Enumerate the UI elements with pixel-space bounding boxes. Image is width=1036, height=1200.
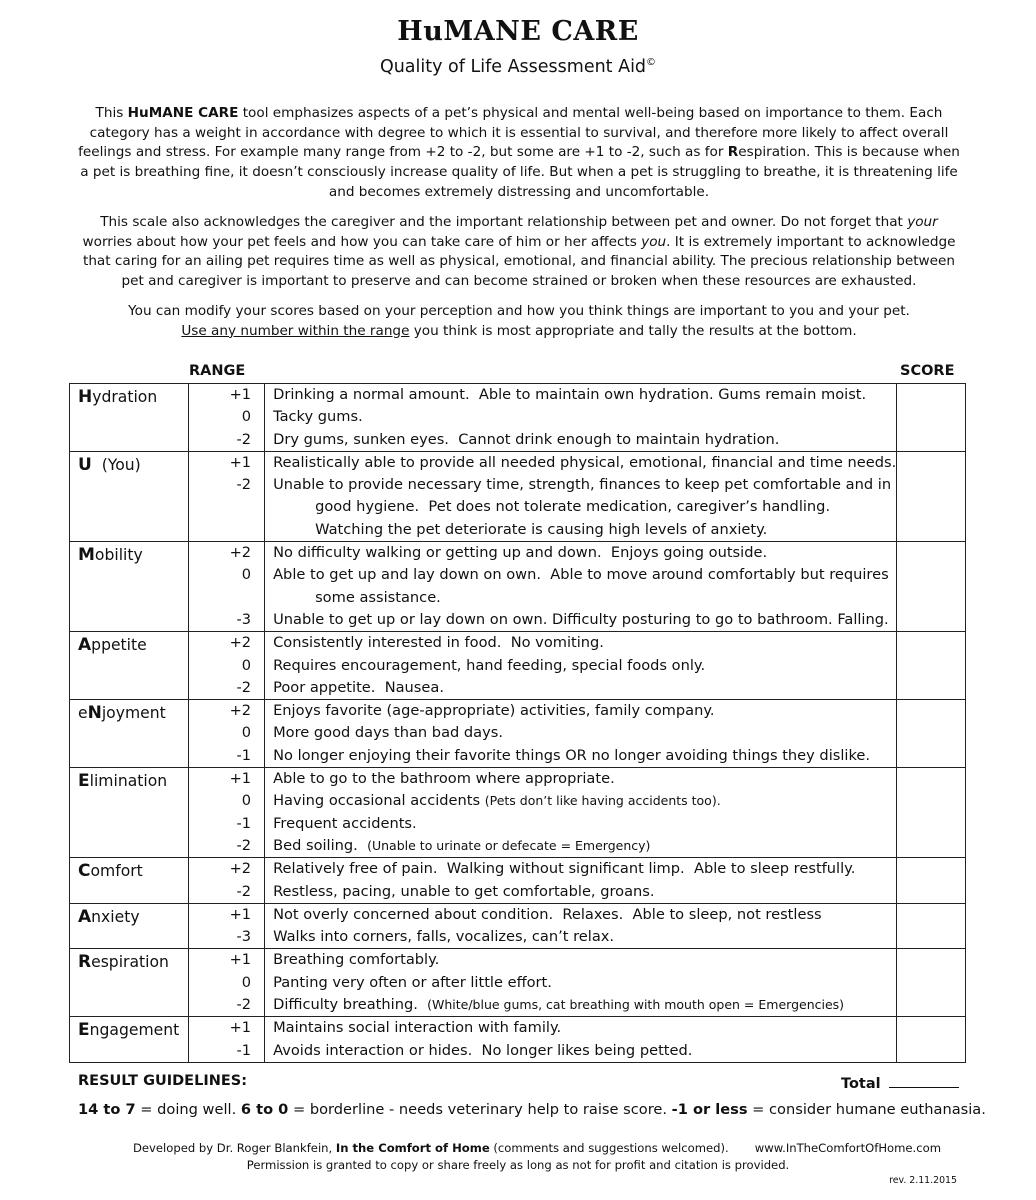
- description-text: Frequent accidents.: [273, 814, 417, 832]
- range-value: +1: [229, 1019, 252, 1037]
- category-cell: [70, 858, 189, 904]
- range-cell: [189, 700, 265, 768]
- p2-segment: This scale also acknowledges the caregiver and the important relationship between pet and owner. Do not forget that: [100, 214, 908, 230]
- category-cell: [70, 949, 189, 1017]
- description-text: Watching the pet deteriorate is causing high levels of anxiety.: [315, 520, 768, 538]
- p2-segment: . It is extremely important to acknowledge that caring for an ailing pet requires time as well as physical, emotional, and financial ability. The precious relationship between pet and caregiver is important to preserve and can become strained or broken when these resources are exhausted.: [82, 233, 956, 290]
- description-text: More good days than bad days.: [273, 724, 504, 742]
- description-text: Relatively free of pain. Walking without significant limp. Able to sleep restfully.: [273, 860, 856, 878]
- range-value: -2: [236, 476, 252, 494]
- description-note: (Pets don’t like having accidents too).: [484, 793, 721, 809]
- category-rest: obility: [94, 546, 143, 565]
- score-input-cell[interactable]: [897, 1017, 966, 1063]
- page-subtitle: [0, 57, 1036, 77]
- description-cell: [265, 903, 897, 949]
- description-text: No longer enjoying their favorite things OR no longer avoiding things they dislike.: [273, 746, 871, 764]
- category-initial: A: [78, 635, 92, 656]
- p1-segment: HuMANE CARE: [127, 105, 239, 121]
- description-text: Requires encouragement, hand feeding, special foods only.: [273, 656, 706, 674]
- category-rest: ydration: [92, 388, 158, 406]
- category-rest: limination: [89, 772, 168, 791]
- intro-p3-line1: You can modify your scores based on your perception and how you think things are important to you and your pet.: [128, 303, 910, 319]
- range-value: -2: [236, 996, 252, 1014]
- score-input-cell[interactable]: [897, 542, 966, 632]
- footer-url-link[interactable]: www.InTheComfortOfHome.com: [754, 1141, 942, 1155]
- range-value: -2: [236, 836, 252, 854]
- range-value: 0: [241, 566, 252, 584]
- category-initial: R: [78, 952, 92, 973]
- range-cell: [189, 632, 265, 700]
- description-text: Consistently interested in food. No vomiting.: [273, 634, 604, 652]
- score-input-cell[interactable]: [897, 700, 966, 768]
- description-note: (Unable to urinate or defecate = Emergency): [367, 837, 651, 853]
- description-text: Realistically able to provide all needed physical, emotional, financial and time needs.: [273, 453, 897, 471]
- category-row: [70, 1017, 966, 1063]
- range-value: [189, 587, 251, 609]
- category-rest: ngagement: [89, 1021, 180, 1040]
- range-value: [189, 519, 251, 541]
- category-row: [70, 768, 966, 858]
- category-initial: C: [78, 861, 91, 882]
- description-cell: [265, 632, 897, 700]
- category-row: [70, 700, 966, 768]
- category-cell: [70, 700, 189, 768]
- footer-credits: [133, 1141, 941, 1155]
- footer-dev-suffix: (comments and suggestions welcomed).: [489, 1141, 729, 1155]
- range-value: 0: [241, 792, 252, 810]
- range-value: +1: [229, 453, 252, 471]
- description-line: [273, 722, 896, 744]
- category-name: [78, 904, 188, 928]
- description-cell: [265, 949, 897, 1017]
- category-name: [78, 384, 188, 408]
- category-cell: [70, 384, 189, 452]
- category-cell: [70, 451, 189, 541]
- p2-segment: your: [907, 214, 938, 230]
- range-value: -2: [236, 430, 252, 448]
- description-text: Able to go to the bathroom where appropriate.: [273, 770, 615, 788]
- category-initial: N: [87, 703, 102, 724]
- description-text: Not overly concerned about condition. Relaxes. Able to sleep, not restless: [273, 905, 822, 923]
- category-name: [78, 632, 188, 656]
- description-line: [273, 564, 896, 586]
- footer-dev-prefix: Developed by Dr. Roger Blankfein,: [133, 1141, 336, 1155]
- category-name: [78, 542, 188, 566]
- description-line: [273, 768, 896, 790]
- intro-paragraph-1: [78, 104, 960, 203]
- description-text: Able to get up and lay down on own. Able to move around comfortably but requires: [273, 566, 889, 584]
- range-value: +2: [229, 544, 252, 562]
- description-line: [273, 790, 896, 812]
- range-cell: [189, 542, 265, 632]
- guideline-text-3: = consider humane euthanasia.: [747, 1101, 986, 1118]
- copyright-mark: ©: [646, 57, 657, 69]
- range-value: +2: [229, 860, 252, 878]
- range-value: +2: [229, 702, 252, 720]
- score-header: SCORE: [900, 363, 955, 379]
- category-cell: [70, 542, 189, 632]
- score-input-cell[interactable]: [897, 384, 966, 452]
- description-cell: [265, 858, 897, 904]
- description-text: Unable to get up or lay down on own. Difficulty posturing to go to bathroom. Falling.: [273, 610, 889, 628]
- description-line: [273, 406, 896, 428]
- description-line: [273, 632, 896, 654]
- description-line: [273, 496, 896, 518]
- description-line: [273, 858, 896, 880]
- p1-segment: tool emphasizes aspects of a pet’s physical and mental well-being based on importance to them. Each category has a weight in accordance with degree to which it is essential to survival, and therefore more likely to affect overall feelings and stress. For example many range from +2 to -2, but some are +1 to -2, such as for: [78, 105, 949, 161]
- description-line: [273, 452, 896, 474]
- range-value: +1: [229, 905, 252, 923]
- description-cell: [265, 768, 897, 858]
- guideline-range-2: 6 to 0: [240, 1101, 289, 1118]
- range-value: [189, 496, 251, 518]
- subtitle-text: Quality of Life Assessment Aid: [379, 57, 647, 77]
- description-text: Restless, pacing, unable to get comfortable, groans.: [273, 882, 655, 900]
- description-line: [273, 904, 896, 926]
- description-text: Avoids interaction or hides. No longer likes being petted.: [273, 1041, 693, 1059]
- range-cell: [189, 949, 265, 1017]
- range-value: -2: [236, 882, 252, 900]
- description-line: [273, 474, 896, 496]
- assessment-table: [69, 383, 966, 1063]
- description-text: Maintains social interaction with family.: [273, 1019, 562, 1037]
- score-input-cell[interactable]: [897, 632, 966, 700]
- intro-p3-underlined: Use any number within the range: [181, 322, 410, 339]
- category-name: [78, 858, 188, 882]
- range-value: 0: [241, 724, 252, 742]
- category-rest: espiration: [91, 953, 169, 972]
- category-cell: [70, 632, 189, 700]
- p1-segment: This: [95, 105, 128, 121]
- description-cell: [265, 700, 897, 768]
- intro-p3-rest: you think is most appropriate and tally the results at the bottom.: [409, 322, 857, 339]
- category-row: [70, 903, 966, 949]
- description-line: [273, 429, 896, 451]
- category-name: [78, 768, 188, 792]
- category-name: [78, 700, 188, 724]
- score-input-cell[interactable]: [897, 768, 966, 858]
- intro-paragraph-3: [78, 302, 960, 341]
- category-cell: [70, 1017, 189, 1063]
- p1-segment: espiration. This is because when a pet is breathing fine, it doesn’t consciously increase quality of life. But when a pet is struggling to breathe, it is threatening life and becomes extremely distressing and uncomfortable.: [80, 144, 960, 200]
- range-cell: [189, 858, 265, 904]
- result-guidelines: [78, 1101, 986, 1118]
- footer-permission: Permission is granted to copy or share freely as long as not for profit and citation is provided.: [246, 1158, 790, 1172]
- range-cell: [189, 903, 265, 949]
- range-value: +2: [229, 634, 252, 652]
- category-initial: E: [78, 1020, 90, 1041]
- category-name: [78, 452, 188, 476]
- score-input-cell[interactable]: [897, 451, 966, 541]
- description-cell: [265, 1017, 897, 1063]
- description-text: Unable to provide necessary time, strength, finances to keep pet comfortable and in: [273, 476, 892, 494]
- range-value: 0: [241, 656, 252, 674]
- category-prefix: e: [78, 704, 88, 723]
- category-name: [78, 949, 188, 973]
- description-line: [273, 384, 896, 406]
- description-text: Enjoys favorite (age-appropriate) activities, family company.: [273, 702, 715, 720]
- range-value: 0: [241, 973, 252, 991]
- description-text: Tacky gums.: [273, 408, 363, 426]
- description-line: [273, 949, 896, 971]
- description-line: [273, 677, 896, 699]
- range-value: -3: [236, 928, 252, 946]
- score-input-cell[interactable]: [897, 949, 966, 1017]
- description-line: [273, 1040, 896, 1062]
- category-rest: nxiety: [91, 907, 140, 926]
- range-cell: [189, 451, 265, 541]
- category-rest: (You): [91, 455, 141, 474]
- description-line: [273, 519, 896, 541]
- range-value: +1: [229, 386, 252, 403]
- description-text: Walks into corners, falls, vocalizes, can’t relax.: [273, 928, 615, 946]
- description-line: [273, 926, 896, 948]
- p1-segment: R: [727, 144, 739, 161]
- description-text: Drinking a normal amount. Able to maintain own hydration. Gums remain moist.: [273, 386, 867, 403]
- range-cell: [189, 768, 265, 858]
- category-initial: E: [78, 771, 90, 792]
- guideline-text-2: = borderline - needs veterinary help to raise score.: [288, 1101, 672, 1118]
- range-value: 0: [241, 408, 252, 426]
- category-rest: joyment: [101, 704, 166, 723]
- score-input-cell[interactable]: [897, 903, 966, 949]
- description-text: No difficulty walking or getting up and down. Enjoys going outside.: [273, 544, 768, 562]
- category-row: [70, 542, 966, 632]
- range-value: -2: [236, 678, 252, 696]
- category-row: [70, 858, 966, 904]
- description-text: Bed soiling.: [273, 836, 368, 854]
- p2-segment: worries about how your pet feels and how you can take care of him or her affects: [82, 233, 642, 250]
- description-line: [273, 813, 896, 835]
- description-note: (White/blue gums, cat breathing with mouth open = Emergencies): [427, 997, 845, 1013]
- description-text: some assistance.: [315, 588, 441, 606]
- description-text: Breathing comfortably.: [273, 951, 440, 969]
- category-cell: [70, 903, 189, 949]
- description-cell: [265, 451, 897, 541]
- description-text: Panting very often or after little effort.: [273, 973, 552, 991]
- category-initial: M: [78, 545, 95, 566]
- total-blank-line[interactable]: [889, 1073, 959, 1088]
- description-line: [273, 972, 896, 994]
- score-input-cell[interactable]: [897, 858, 966, 904]
- range-cell: [189, 1017, 265, 1063]
- description-line: [273, 745, 896, 767]
- description-line: [273, 881, 896, 903]
- page-title: HuMANE CARE: [397, 16, 639, 47]
- category-initial: U: [78, 454, 92, 475]
- description-cell: [265, 542, 897, 632]
- range-value: -3: [236, 610, 252, 628]
- description-cell: [265, 384, 897, 452]
- p2-segment: you: [641, 233, 667, 250]
- range-value: -1: [236, 746, 252, 764]
- description-line: [273, 700, 896, 722]
- range-value: -1: [236, 814, 252, 832]
- category-row: [70, 451, 966, 541]
- guideline-text-1: = doing well.: [135, 1101, 241, 1118]
- description-text: Having occasional accidents: [273, 792, 485, 810]
- intro-paragraph-2: [78, 213, 960, 292]
- category-row: [70, 632, 966, 700]
- total-label: Total: [841, 1076, 881, 1092]
- footer-org-name: In the Comfort of Home: [335, 1141, 490, 1155]
- category-cell: [70, 768, 189, 858]
- description-text: Difficulty breathing.: [273, 996, 428, 1014]
- category-rest: ppetite: [91, 636, 147, 655]
- description-line: [273, 1017, 896, 1039]
- description-line: [273, 609, 896, 631]
- range-value: +1: [229, 770, 252, 788]
- description-text: good hygiene. Pet does not tolerate medication, caregiver’s handling.: [315, 498, 831, 516]
- category-initial: A: [78, 906, 92, 927]
- range-cell: [189, 384, 265, 452]
- revision-date: rev. 2.11.2015: [889, 1175, 957, 1186]
- result-guidelines-heading: RESULT GUIDELINES:: [78, 1073, 247, 1089]
- category-name: [78, 1017, 188, 1041]
- description-line: [273, 542, 896, 564]
- description-text: Dry gums, sunken eyes. Cannot drink enough to maintain hydration.: [273, 430, 780, 448]
- category-row: [70, 384, 966, 452]
- description-line: [273, 587, 896, 609]
- description-text: Poor appetite. Nausea.: [273, 678, 444, 696]
- range-value: -1: [236, 1041, 252, 1059]
- description-line: [273, 655, 896, 677]
- guideline-range-1: 14 to 7: [78, 1101, 136, 1118]
- category-row: [70, 949, 966, 1017]
- category-rest: omfort: [90, 862, 143, 881]
- category-initial: H: [78, 387, 93, 407]
- guideline-range-3: -1 or less: [671, 1101, 748, 1118]
- description-line: [273, 835, 896, 857]
- range-header: RANGE: [189, 363, 246, 379]
- total-field: [841, 1073, 959, 1092]
- description-line: [273, 994, 896, 1016]
- range-value: +1: [229, 951, 252, 969]
